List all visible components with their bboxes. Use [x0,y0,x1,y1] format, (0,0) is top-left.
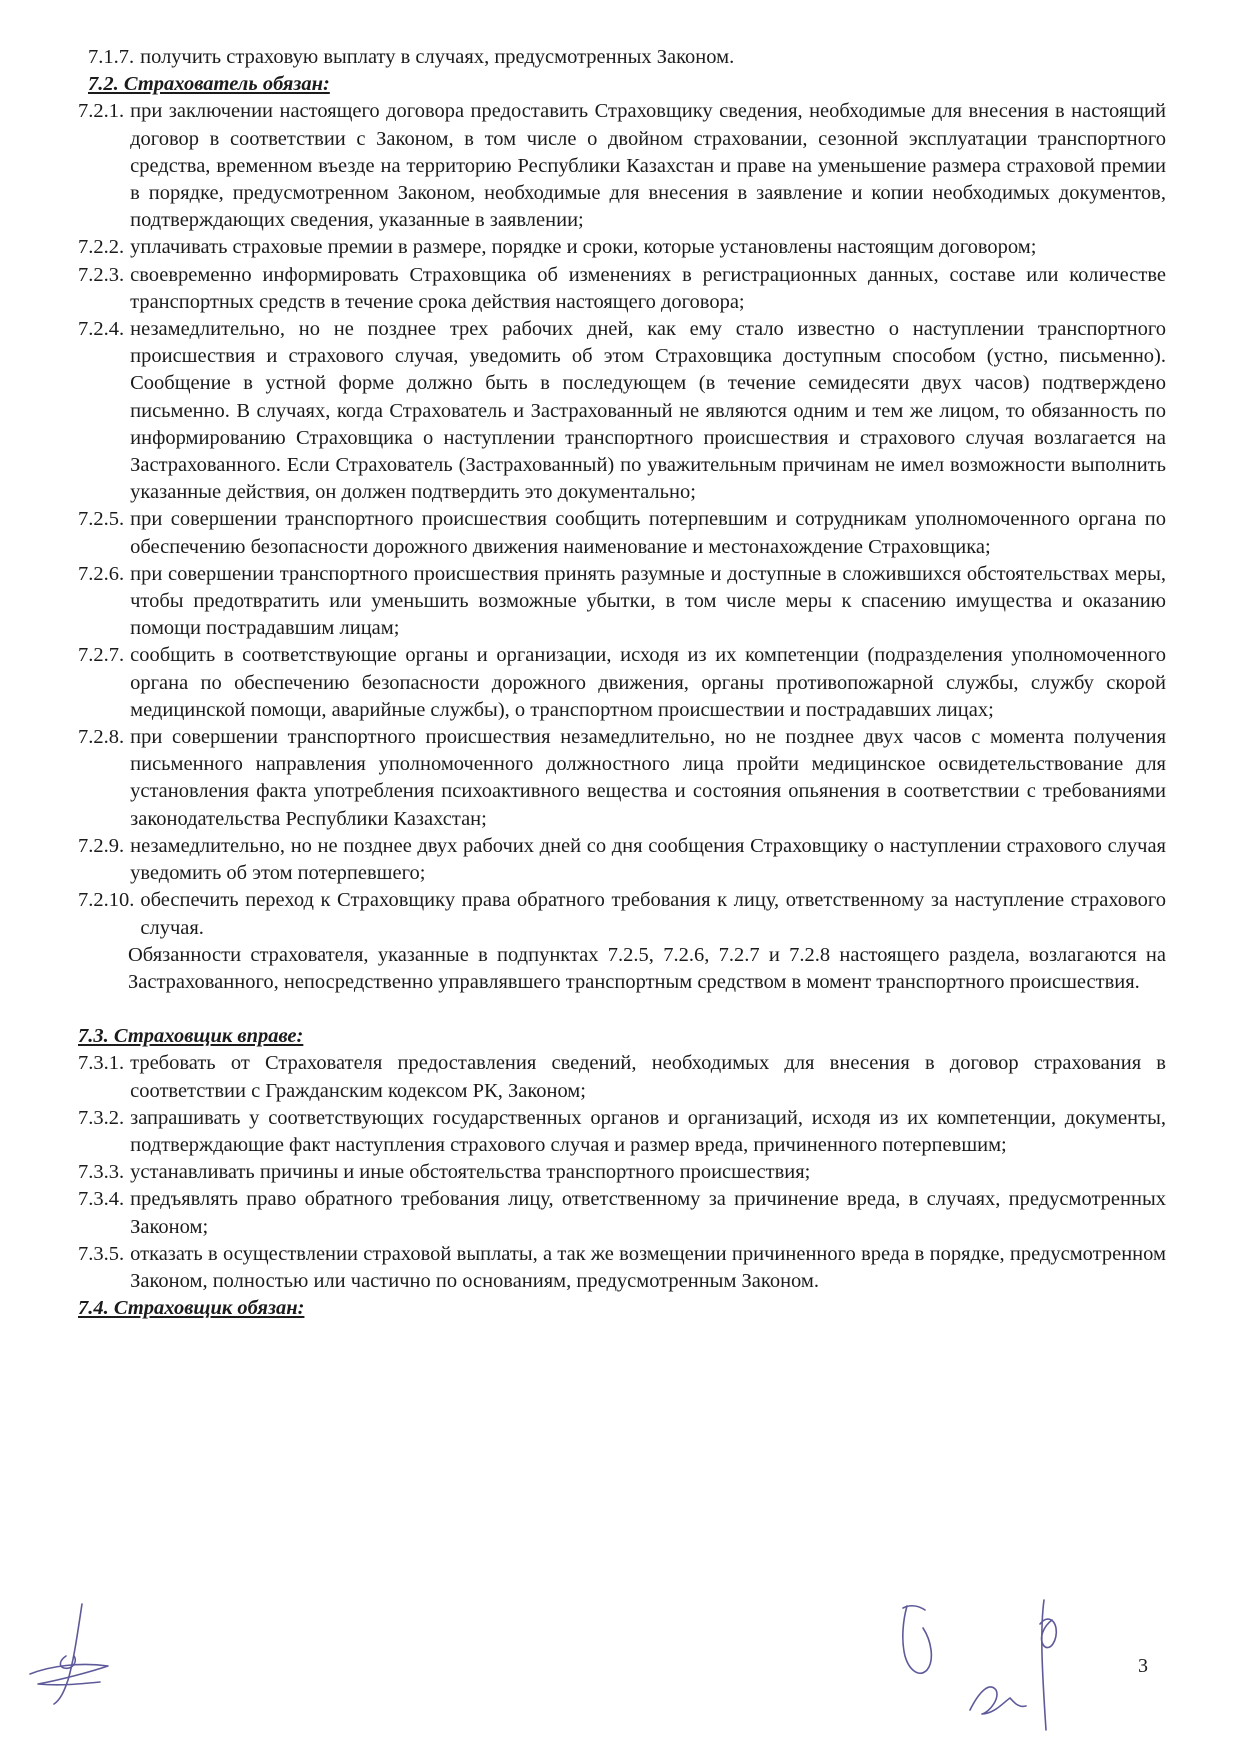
document-page [78,44,1166,1322]
clause-number: 7.2.7. [78,644,125,667]
clause-number: 7.2.4. [78,318,125,341]
clause-text: запрашивать у соответствующих государственных органов и организаций, исходя из их компетенции, документы, подтверждающие факт наступления страхового случая и размер вреда, причиненного потерпевшим; [130,1106,1166,1156]
clause-text: требовать от Страхователя предоставления сведений, необходимых для внесения в договор страхования в соответствии с Гражданским кодексом РК, Законом; [130,1052,1166,1102]
clause-text: отказать в осуществлении страховой выплаты, а так же возмещении причиненного вреда в порядке, предусмотренном Законом, полностью или частично по основаниям, предусмотренным Законом. [130,1242,1166,1292]
section-heading-7-2: 7.2. Страхователь обязан: [88,73,330,96]
clause-number: 7.2.5. [78,508,125,531]
clause-number: 7.1.7. [88,46,135,68]
clause-7-2-6 [78,561,1166,643]
signature-right-icon [960,1590,1100,1740]
signature-initial-icon [885,1600,955,1690]
clause-text: при совершении транспортного происшествия принять разумные и доступные в сложившихся обстоятельствах меры, чтобы предотвратить или уменьшить возможные убытки, в том числе меры к спасению имущества и оказанию помощи пострадавшим лицам; [130,562,1166,640]
clause-text: сообщить в соответствующие органы и организации, исходя из их компетенции (подразделения уполномоченного органа по обеспечению безопасности дорожного движения, органы противопожарной службы, службу скорой медицинской помощи, аварийные службы), о транспортном происшествии и пострадавших лицах; [130,644,1166,721]
clause-text: получить страховую выплату в случаях, предусмотренных Законом. [140,46,735,68]
section-heading-7-4: 7.4. Страховщик обязан: [78,1297,305,1320]
clause-7-2-3 [78,262,1166,316]
clause-7-3-4 [78,1186,1166,1240]
clause-number: 7.3.2. [78,1106,125,1129]
clause-number: 7.3.1. [78,1052,125,1075]
clause-number: 7.2.9. [78,834,125,857]
clause-text: своевременно информировать Страховщика об изменениях в регистрационных данных, составе или количестве транспортных средств в течение срока действия настоящего договора; [130,263,1166,313]
spacer [78,996,1166,1023]
clause-text: незамедлительно, но не позднее трех рабочих дней, как ему стало известно о наступлении транспортного происшествия и страхового случая, уведомить об этом Страховщика доступным способом (устно, письменно). Сообщение в устной форме должно быть в последующем (в течение семидесяти двух часов) подтверждено письменно. В случаях, когда Страхователь и Застрахованный не являются одним и тем же лицом, то обязанность по информированию Страховщика о наступлении транспортного происшествия и страхового случая возлагается на Застрахованного. Если Страхователь (Застрахованный) по уважительным причинам не имел возможности выполнить указанные действия, он должен подтвердить это документально; [130,318,1166,504]
clause-number: 7.2.3. [78,263,125,286]
section-heading-7-3: 7.3. Страховщик вправе: [78,1025,304,1048]
clause-text: при совершении транспортного происшествия незамедлительно, но не позднее двух часов с момента получения письменного направления уполномоченного должностного лица пройти медицинское освидетельствование для установления факта употребления психоактивного вещества и состояния опьянения в соответствии с требованиями законодательства Республики Казахстан; [130,726,1166,830]
clause-text: при заключении настоящего договора предоставить Страховщику сведения, необходимые для внесения в настоящий договор в соответствии с Законом, в том числе о двойном страховании, сезонной эксплуатации транспортного средства, временном въезде на территорию Республики Казахстан и праве на уменьшение размера страховой премии в порядке, предусмотренном Законом, необходимые для внесения в заявление и копии необходимых документов, подтверждающих сведения, указанные в заявлении; [130,100,1166,232]
clause-7-3-5 [78,1241,1166,1295]
clause-text: при совершении транспортного происшествия сообщить потерпевшим и сотрудникам уполномоченного органа по обеспечению безопасности дорожного движения наименование и местонахождение Страховщика; [130,508,1166,558]
clause-7-2-4 [78,316,1166,506]
clause-number: 7.3.3. [78,1161,125,1184]
clause-number: 7.2.8. [78,726,125,749]
page-number: 3 [1138,1655,1148,1677]
clause-7-3-2 [78,1105,1166,1159]
clause-7-3-3 [78,1159,1166,1186]
clause-7-2-2 [78,234,1166,261]
clause-text: незамедлительно, но не позднее двух рабочих дней со дня сообщения Страховщику о наступлении страхового случая уведомить об этом потерпевшего; [130,834,1166,885]
clause-7-3-1 [78,1050,1166,1104]
clause-7-1-7 [78,44,1166,71]
clause-7-2-9 [78,833,1166,887]
clause-text: обеспечить переход к Страховщику права обратного требования к лицу, ответственному за наступление страхового случая. [140,889,1166,939]
clause-number: 7.2.1. [78,100,125,123]
clause-7-2-5 [78,506,1166,560]
clause-number: 7.2.6. [78,562,125,585]
clause-number: 7.3.4. [78,1188,125,1211]
clause-7-2-1 [78,98,1166,234]
clause-number: 7.2.10. [78,889,135,912]
clause-number: 7.2.2. [78,236,125,259]
clause-text: устанавливать причины и иные обстоятельства транспортного происшествия; [130,1161,811,1184]
clause-text: предъявлять право обратного требования лицу, ответственному за причинение вреда, в случаях, предусмотренных Законом; [130,1188,1166,1238]
clause-number: 7.3.5. [78,1242,125,1265]
clause-7-2-7 [78,642,1166,724]
clause-7-2-8 [78,724,1166,833]
signature-left-icon [20,1600,120,1710]
clause-text: уплачивать страховые премии в размере, порядке и сроки, которые установлены настоящим договором; [130,236,1037,259]
clause-note: Обязанности страхователя, указанные в подпунктах 7.2.5, 7.2.6, 7.2.7 и 7.2.8 настоящего раздела, возлагаются на Застрахованного, непосредственно управлявшего транспортным средством в момент транспортного происшествия. [128,943,1166,993]
clause-7-2-10 [78,887,1166,941]
